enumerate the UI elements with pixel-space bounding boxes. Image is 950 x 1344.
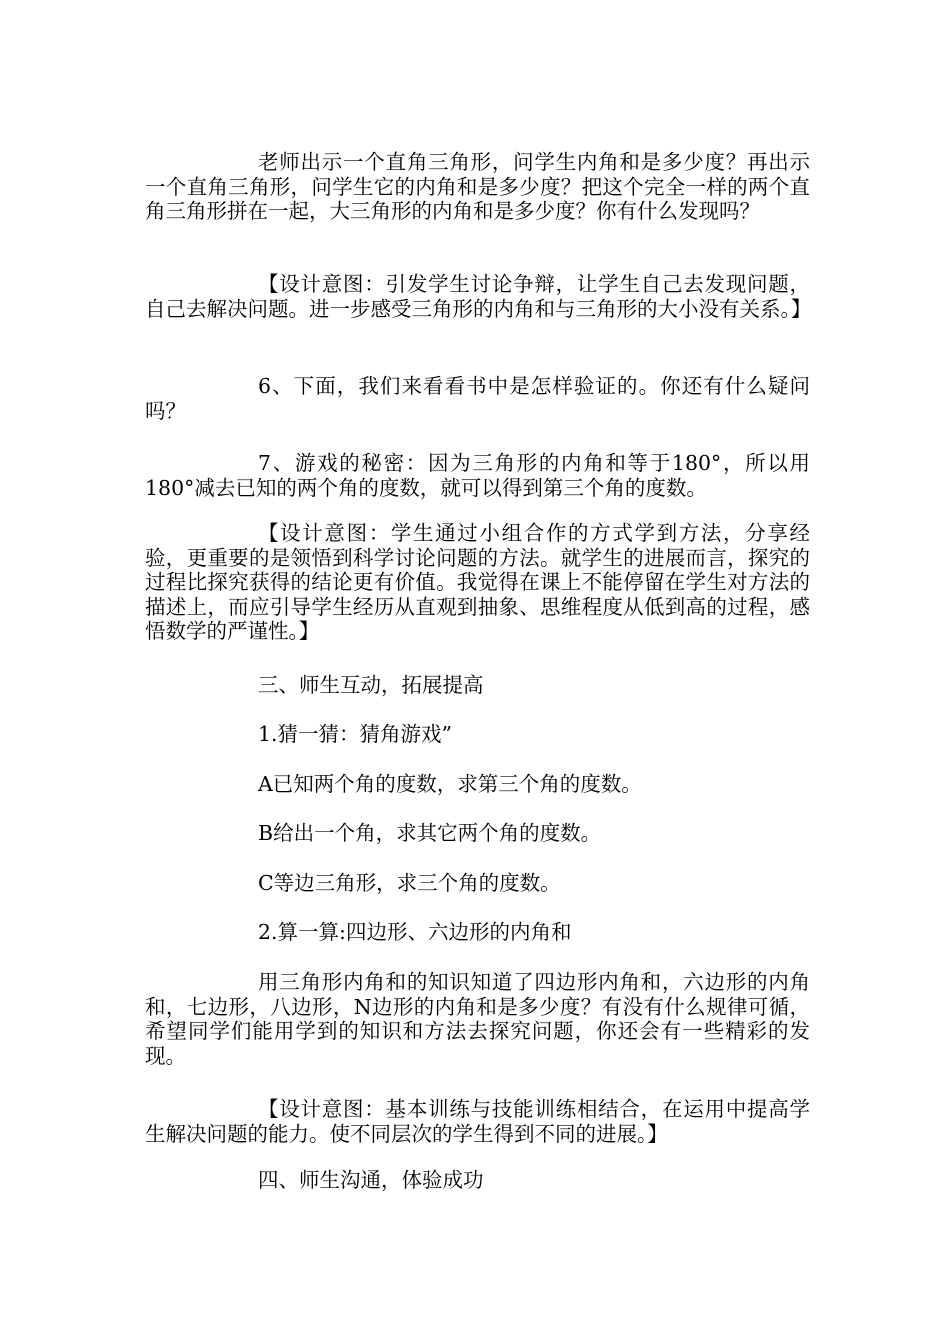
- list-item-option-c: C等边三角形，求三个角的度数。: [258, 871, 561, 895]
- paragraph-teacher-demo: 老师出示一个直角三角形，问学生内角和是多少度？再出示一个直角三角形，问学生它的内角和是多少度？把这个完全一样的两个直角三角形拼在一起，大三角形的内角和是多少度？你有什么发现吗？: [145, 150, 810, 223]
- list-item-option-a: A已知两个角的度数，求第三个角的度数。: [258, 772, 642, 796]
- paragraph-design-intent-1: 【设计意图：引发学生讨论争辩，让学生自己去发现问题，自己去解决问题。进一步感受三角形的内角和与三角形的大小没有关系。】: [145, 272, 812, 321]
- paragraph-design-intent-2: 【设计意图：学生通过小组合作的方式学到方法，分享经验，更重要的是领悟到科学讨论问题的方法。就学生的进展而言，探究的过程比探究获得的结论更有价值。我觉得在课上不能停留在学生对方法的描述上，而应引导学生经历从直观到抽象、思维程度从低到高的过程，感悟数学的严谨性。】: [145, 521, 810, 643]
- paragraph-design-intent-3: 【设计意图：基本训练与技能训练相结合，在运用中提高学生解决问题的能力。使不同层次的学生得到不同的进展。】: [145, 1097, 810, 1146]
- list-item-guess-game: 1.猜一猜：猜角游戏”: [258, 722, 453, 746]
- paragraph-polygon-angles: 用三角形内角和的知识知道了四边形内角和，六边形的内角和，七边形，八边形，N边形的内角和是多少度？有没有什么规律可循，希望同学们能用学到的知识和方法去探究问题，你还会有一些精彩的发现。: [145, 970, 810, 1068]
- list-item-option-b: B给出一个角，求其它两个角的度数。: [258, 821, 602, 845]
- list-item-calculate: 2.算一算:四边形、六边形的内角和: [258, 920, 572, 944]
- section-heading-3: 三、师生互动，拓展提高: [258, 673, 484, 697]
- paragraph-step-7: 7、游戏的秘密：因为三角形的内角和等于180°，所以用180°减去已知的两个角的度数，就可以得到第三个角的度数。: [145, 451, 810, 500]
- section-heading-4: 四、师生沟通，体验成功: [258, 1168, 484, 1192]
- paragraph-step-6: 6、下面，我们来看看书中是怎样验证的。你还有什么疑问吗？: [145, 374, 810, 423]
